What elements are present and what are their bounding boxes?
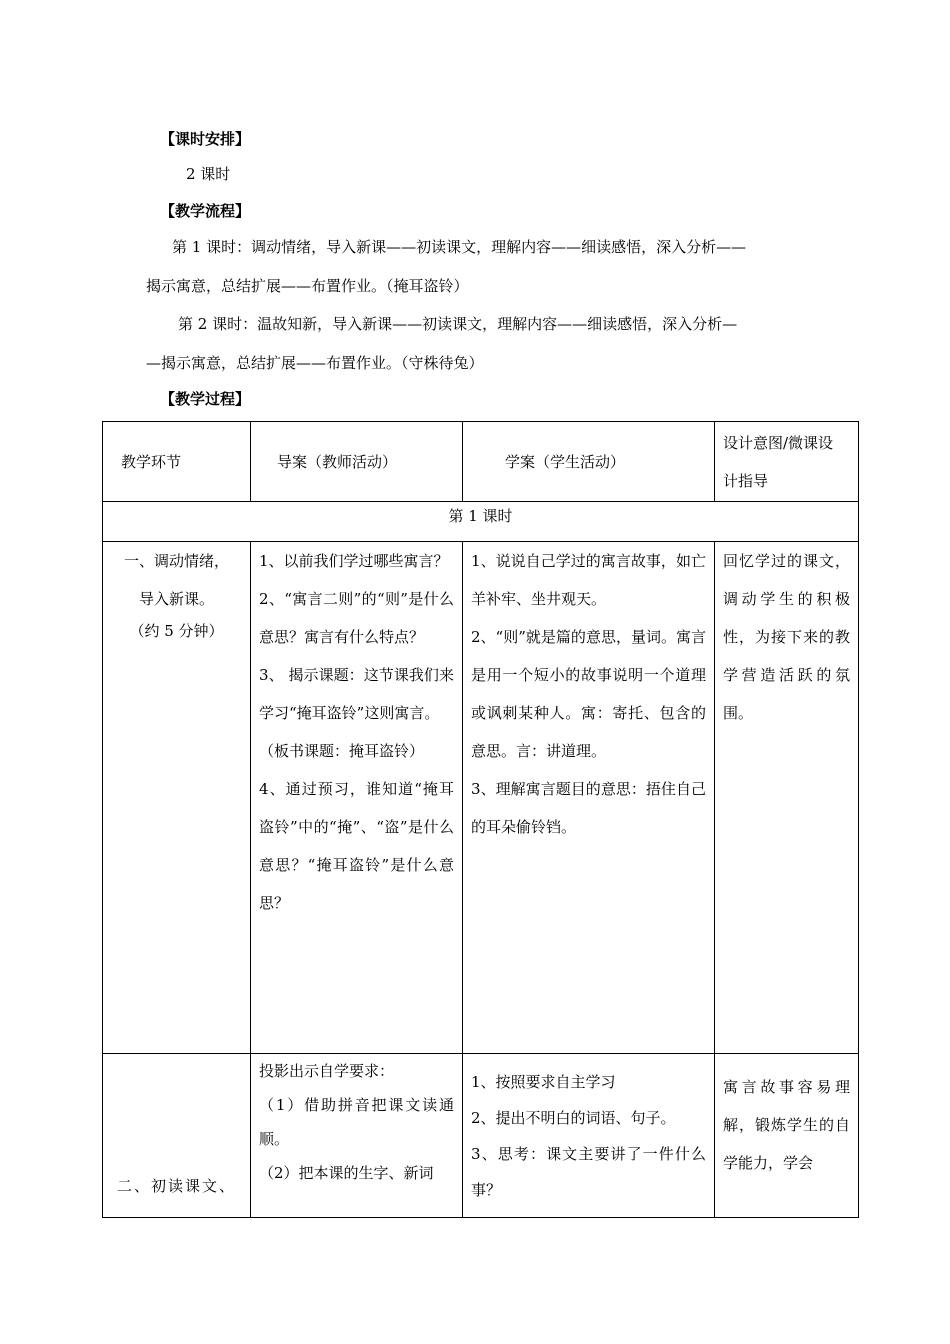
row1-teacher-item: （板书课题：掩耳盗铃） (259, 742, 425, 760)
row1-teacher-item: 4、通过预习，谁知道“掩耳盗铃”中的“掩”、“盗”是什么意思？“掩耳盗铃”是什么意思？ (259, 780, 454, 912)
row1-student (463, 542, 715, 1054)
header-intent-line2: 计指导 (723, 471, 769, 490)
table-header-row (103, 422, 859, 502)
row2-stage: 二、初读课文、 (103, 1054, 251, 1218)
schedule-value: 2 课时 (186, 165, 231, 183)
row1-intent: 回忆学过的课文，调动学生的积极性，为接下来的教学营造活跃的氛围。 (715, 542, 859, 1054)
row1-stage (103, 542, 251, 1054)
header-intent (715, 422, 859, 502)
table-row (103, 1054, 859, 1218)
row1-stage-line3: （约 5 分钟） (129, 622, 224, 640)
header-intent-line1: 设计意图/微课设 (723, 433, 834, 452)
table-row (103, 542, 859, 1054)
flow-lesson1-line1: 第 1 课时：调动情绪，导入新课——初读课文，理解内容——细读感悟，深入分析—— (172, 238, 747, 256)
row1-teacher (251, 542, 463, 1054)
row1-student-item: 1、说说自己学过的寓言故事，如亡羊补牢、坐井观天。 (471, 552, 706, 608)
lesson1-label-row (103, 502, 859, 542)
teaching-process-table (102, 421, 859, 1218)
row1-teacher-item: 2、“寓言二则”的“则”是什么意思？寓言有什么特点？ (259, 590, 454, 646)
row2-student-item: 3、思考：课文主要讲了一件什么事？ (471, 1145, 706, 1199)
flow-heading: 【教学流程】 (160, 202, 251, 220)
header-stage: 教学环节 (103, 422, 251, 502)
row2-teacher-item: （1）借助拼音把课文读通顺。 (259, 1096, 454, 1148)
row2-intent: 寓言故事容易理解，锻炼学生的自学能力，学会 (715, 1054, 859, 1218)
row1-student-item: 3、理解寓言题目的意思：捂住自己的耳朵偷铃铛。 (471, 780, 706, 836)
row1-teacher-item: 3、 揭示课题：这节课我们来学习“掩耳盗铃”这则寓言。 (259, 666, 454, 722)
flow-lesson2-line1: 第 2 课时：温故知新，导入新课——初读课文，理解内容——细读感悟，深入分析— (178, 315, 738, 333)
row2-student-item: 1、按照要求自主学习 (471, 1073, 616, 1091)
flow-lesson2-line2: —揭示寓意，总结扩展——布置作业。（守株待兔） (146, 354, 484, 372)
process-heading: 【教学过程】 (160, 390, 251, 408)
row2-teacher-item: 投影出示自学要求： (259, 1062, 395, 1080)
lesson1-label: 第 1 课时 (103, 502, 859, 542)
header-student: 学案（学生活动） (463, 422, 715, 502)
schedule-heading: 【课时安排】 (160, 130, 251, 148)
row2-student-item: 2、提出不明白的词语、句子。 (471, 1109, 676, 1127)
row2-teacher-item: （2）把本课的生字、新词 (259, 1164, 434, 1182)
row1-student-item: 2、“则”就是篇的意思，量词。寓言是用一个短小的故事说明一个道理或讽刺某种人。寓：寄托、包含的意思。言：讲道理。 (471, 628, 706, 760)
row1-teacher-item: 1、以前我们学过哪些寓言？ (259, 552, 449, 570)
row1-stage-line2: 导入新课。 (138, 590, 214, 608)
header-teacher: 导案（教师活动） (251, 422, 463, 502)
row1-stage-line1: 一、调动情绪， (123, 552, 229, 570)
row2-teacher (251, 1054, 463, 1218)
row2-student (463, 1054, 715, 1218)
flow-lesson1-line2: 揭示寓意，总结扩展——布置作业。（掩耳盗铃） (146, 277, 469, 295)
